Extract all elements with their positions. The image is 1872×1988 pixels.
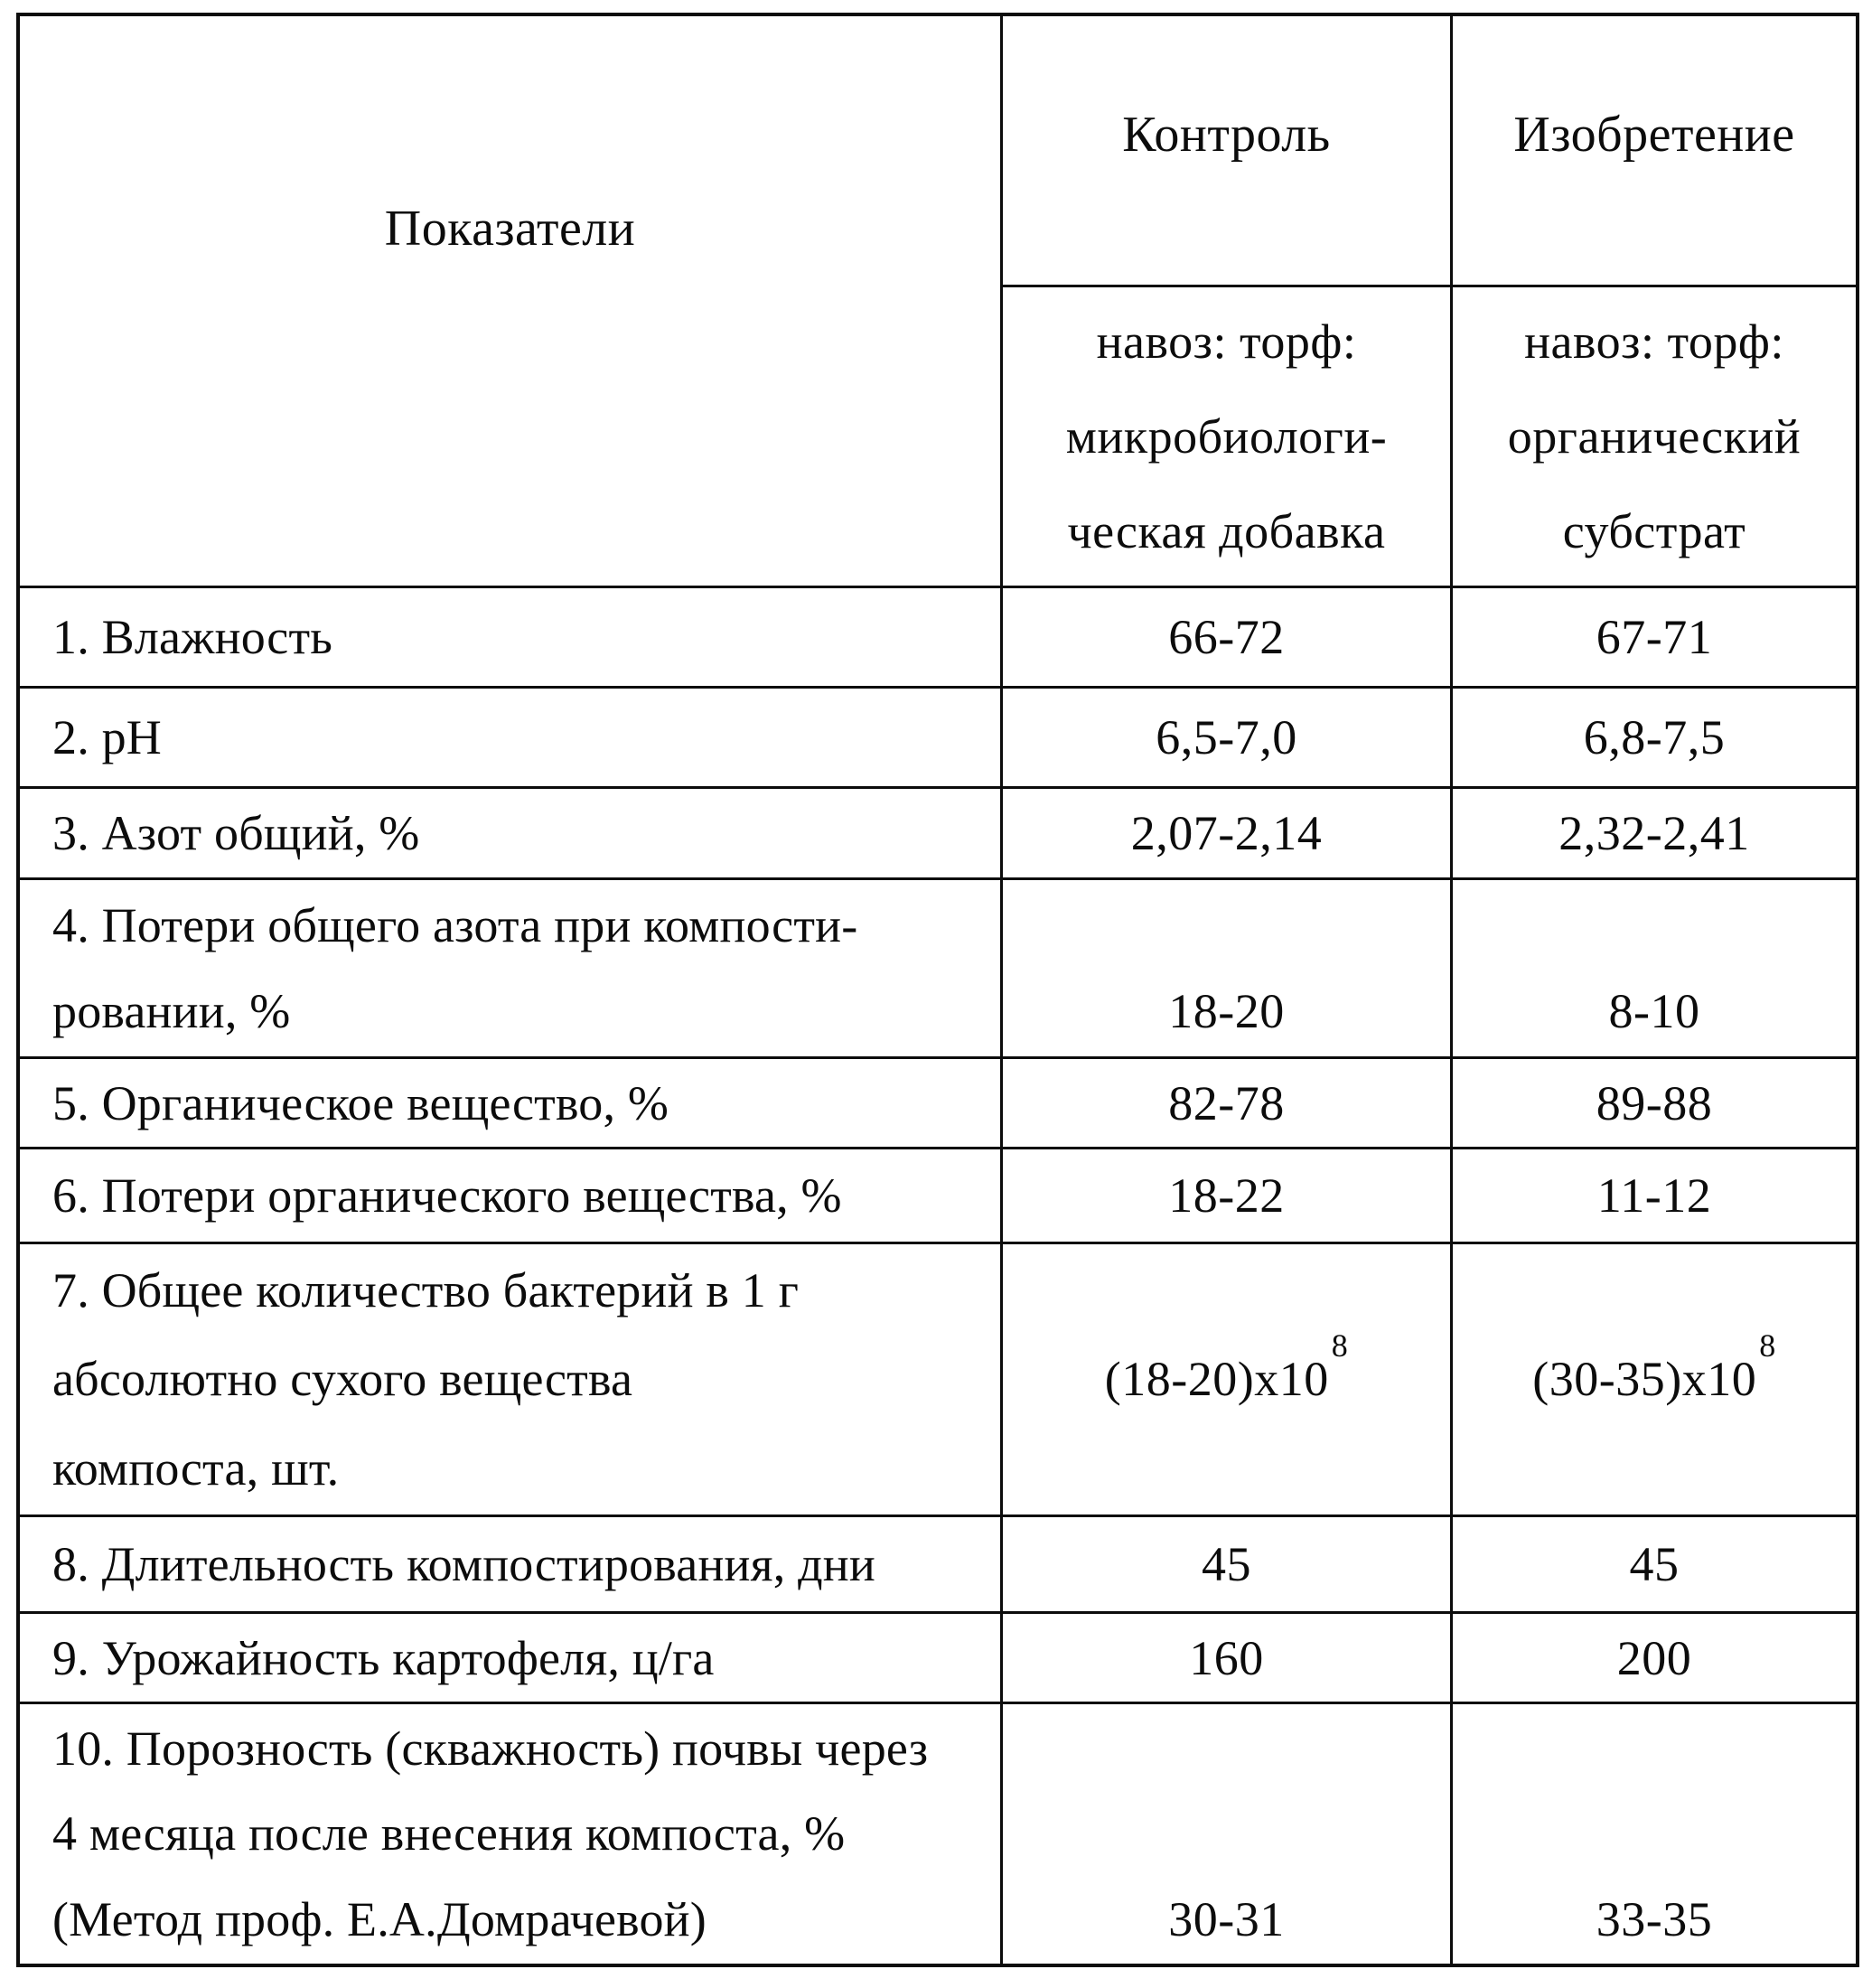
header-indicators-label: Показатели [384, 201, 636, 257]
row-label-text: 9. Урожайность картофеля, ц/га [52, 1630, 715, 1685]
subtitle-line: субстрат [1562, 503, 1746, 558]
row-label-text: 3. Азот общий, % [52, 806, 420, 860]
spacer [1453, 1791, 1856, 1876]
row-10-control-cell [1000, 1702, 1450, 1964]
row-8-invention-cell [1450, 1514, 1856, 1611]
row-label-text: 1. Влажность [52, 610, 333, 664]
invention-value-text: 2,32-2,41 [1558, 806, 1750, 860]
row-label [52, 882, 982, 969]
control-value-text: 160 [1189, 1630, 1264, 1685]
row-8-control-cell [1000, 1514, 1450, 1611]
control-value-text: 2,07-2,14 [1130, 806, 1323, 860]
control-value-text: 30-31 [1168, 1891, 1285, 1946]
row-label-text: 4 месяца после внесения компоста, % [52, 1806, 846, 1861]
row-4-invention-cell [1450, 877, 1856, 1056]
row-9-control-cell [1000, 1611, 1450, 1702]
header-control-cell [1000, 16, 1450, 586]
row-1-invention-cell [1450, 586, 1856, 686]
control-value [1003, 1877, 1450, 1962]
row-6-invention-cell [1450, 1147, 1856, 1242]
row-label [52, 1061, 982, 1145]
spacer [1003, 882, 1450, 969]
row-6-label-cell [20, 1147, 1000, 1242]
invention-value-text [1532, 1327, 1776, 1407]
header-invention-cell [1450, 16, 1856, 586]
subtitle-line: органический [1507, 409, 1802, 464]
row-5-invention-cell [1450, 1056, 1856, 1147]
row-7-label-cell [20, 1242, 1000, 1514]
row-label-text: 7. Общее количество бактерий в 1 г [52, 1263, 800, 1318]
row-label-text: 5. Органическое вещество, % [52, 1075, 669, 1130]
invention-value [1453, 969, 1856, 1055]
row-label-text: 10. Порозность (скважность) почвы через [52, 1721, 929, 1777]
row-label-text: компоста, шт. [52, 1440, 340, 1496]
row-2-label-cell [20, 686, 1000, 786]
row-3-invention-cell [1450, 786, 1856, 877]
row-10-label-cell [20, 1702, 1000, 1964]
spacer [1003, 1706, 1450, 1791]
invention-value [1453, 791, 1856, 876]
row-5-control-cell [1000, 1056, 1450, 1147]
control-value [1003, 1519, 1450, 1609]
control-value-text: 6,5-7,0 [1156, 710, 1297, 764]
row-label [52, 1616, 982, 1700]
spacer [1003, 1424, 1450, 1513]
invention-value [1453, 690, 1856, 784]
control-value-text: 82-78 [1168, 1075, 1285, 1130]
control-value [1003, 969, 1450, 1055]
value-exponent: 8 [1759, 1327, 1776, 1364]
row-label-text: ровании, % [52, 984, 291, 1039]
invention-value-text: 8-10 [1608, 984, 1700, 1039]
subtitle-line: навоз: торф: [1096, 314, 1357, 370]
invention-value-text: 200 [1616, 1630, 1692, 1685]
row-5-label-cell [20, 1056, 1000, 1147]
control-value-text [1104, 1327, 1349, 1407]
invention-value-text: 67-71 [1596, 610, 1713, 664]
value-base: (30-35)x10 [1532, 1352, 1757, 1407]
row-label [52, 791, 982, 876]
invention-value [1453, 1327, 1856, 1423]
row-7-control-cell [1000, 1242, 1450, 1514]
invention-value [1453, 1616, 1856, 1700]
header-control-subtitle [1003, 287, 1450, 586]
spacer [1453, 1706, 1856, 1791]
row-label-text: абсолютно сухого вещества [52, 1352, 633, 1407]
row-label [52, 1706, 982, 1791]
control-value [1003, 791, 1450, 876]
spacer [1453, 882, 1856, 969]
spacer [1453, 1424, 1856, 1513]
row-7-invention-cell [1450, 1242, 1856, 1514]
row-label [52, 1151, 982, 1240]
spacer [1453, 1246, 1856, 1335]
row-label-text: (Метод проф. Е.А.Домрачевой) [52, 1891, 707, 1946]
row-label [52, 1335, 982, 1423]
control-value [1003, 690, 1450, 784]
row-label [52, 1877, 982, 1962]
subtitle-line: микробиологи- [1065, 409, 1388, 464]
row-2-invention-cell [1450, 686, 1856, 786]
value-exponent: 8 [1331, 1327, 1349, 1364]
invention-value [1453, 1519, 1856, 1609]
row-6-control-cell [1000, 1147, 1450, 1242]
invention-value-text: 11-12 [1596, 1168, 1712, 1223]
invention-value [1453, 1151, 1856, 1240]
row-9-invention-cell [1450, 1611, 1856, 1702]
row-label-text: 8. Длительность компостирования, дни [52, 1537, 875, 1591]
spacer [1003, 1246, 1450, 1335]
header-invention-subtitle [1453, 287, 1856, 586]
control-value-text: 18-20 [1168, 984, 1285, 1039]
control-value-text: 45 [1202, 1537, 1251, 1591]
row-label-text: 2. pH [52, 710, 162, 764]
header-control-title: Контроль [1003, 16, 1450, 287]
row-label [52, 1519, 982, 1609]
row-2-control-cell [1000, 686, 1450, 786]
row-label-text: 4. Потери общего азота при компости- [52, 897, 858, 952]
row-label [52, 590, 982, 684]
invention-value [1453, 1877, 1856, 1962]
spacer [1003, 1791, 1450, 1876]
subtitle-line: навоз: торф: [1524, 314, 1784, 370]
row-3-label-cell [20, 786, 1000, 877]
control-value [1003, 1061, 1450, 1145]
row-label [52, 1246, 982, 1335]
row-label [52, 1424, 982, 1513]
invention-value-text: 33-35 [1596, 1891, 1713, 1946]
control-value [1003, 1327, 1450, 1423]
control-value [1003, 1151, 1450, 1240]
value-base: (18-20)x10 [1104, 1352, 1329, 1407]
row-9-label-cell [20, 1611, 1000, 1702]
control-value [1003, 1616, 1450, 1700]
invention-value [1453, 590, 1856, 684]
header-invention-title: Изобретение [1453, 16, 1856, 287]
row-label-text: 6. Потери органического вещества, % [52, 1168, 842, 1223]
row-8-label-cell [20, 1514, 1000, 1611]
invention-value-text: 45 [1629, 1537, 1680, 1591]
row-10-invention-cell [1450, 1702, 1856, 1964]
row-1-label-cell [20, 586, 1000, 686]
row-4-label-cell [20, 877, 1000, 1056]
control-value-text: 18-22 [1168, 1168, 1285, 1223]
row-label [52, 690, 982, 784]
invention-value-text: 89-88 [1596, 1075, 1713, 1130]
row-1-control-cell [1000, 586, 1450, 686]
row-label [52, 969, 982, 1055]
subtitle-line: ческая добавка [1067, 503, 1386, 558]
control-value [1003, 590, 1450, 684]
indicators-comparison-table [16, 13, 1859, 1967]
invention-value-text: 6,8-7,5 [1583, 710, 1726, 764]
control-value-text: 66-72 [1168, 610, 1285, 664]
row-label [52, 1791, 982, 1876]
row-3-control-cell [1000, 786, 1450, 877]
header-indicators-cell [20, 16, 1000, 586]
invention-value [1453, 1061, 1856, 1145]
row-4-control-cell [1000, 877, 1450, 1056]
